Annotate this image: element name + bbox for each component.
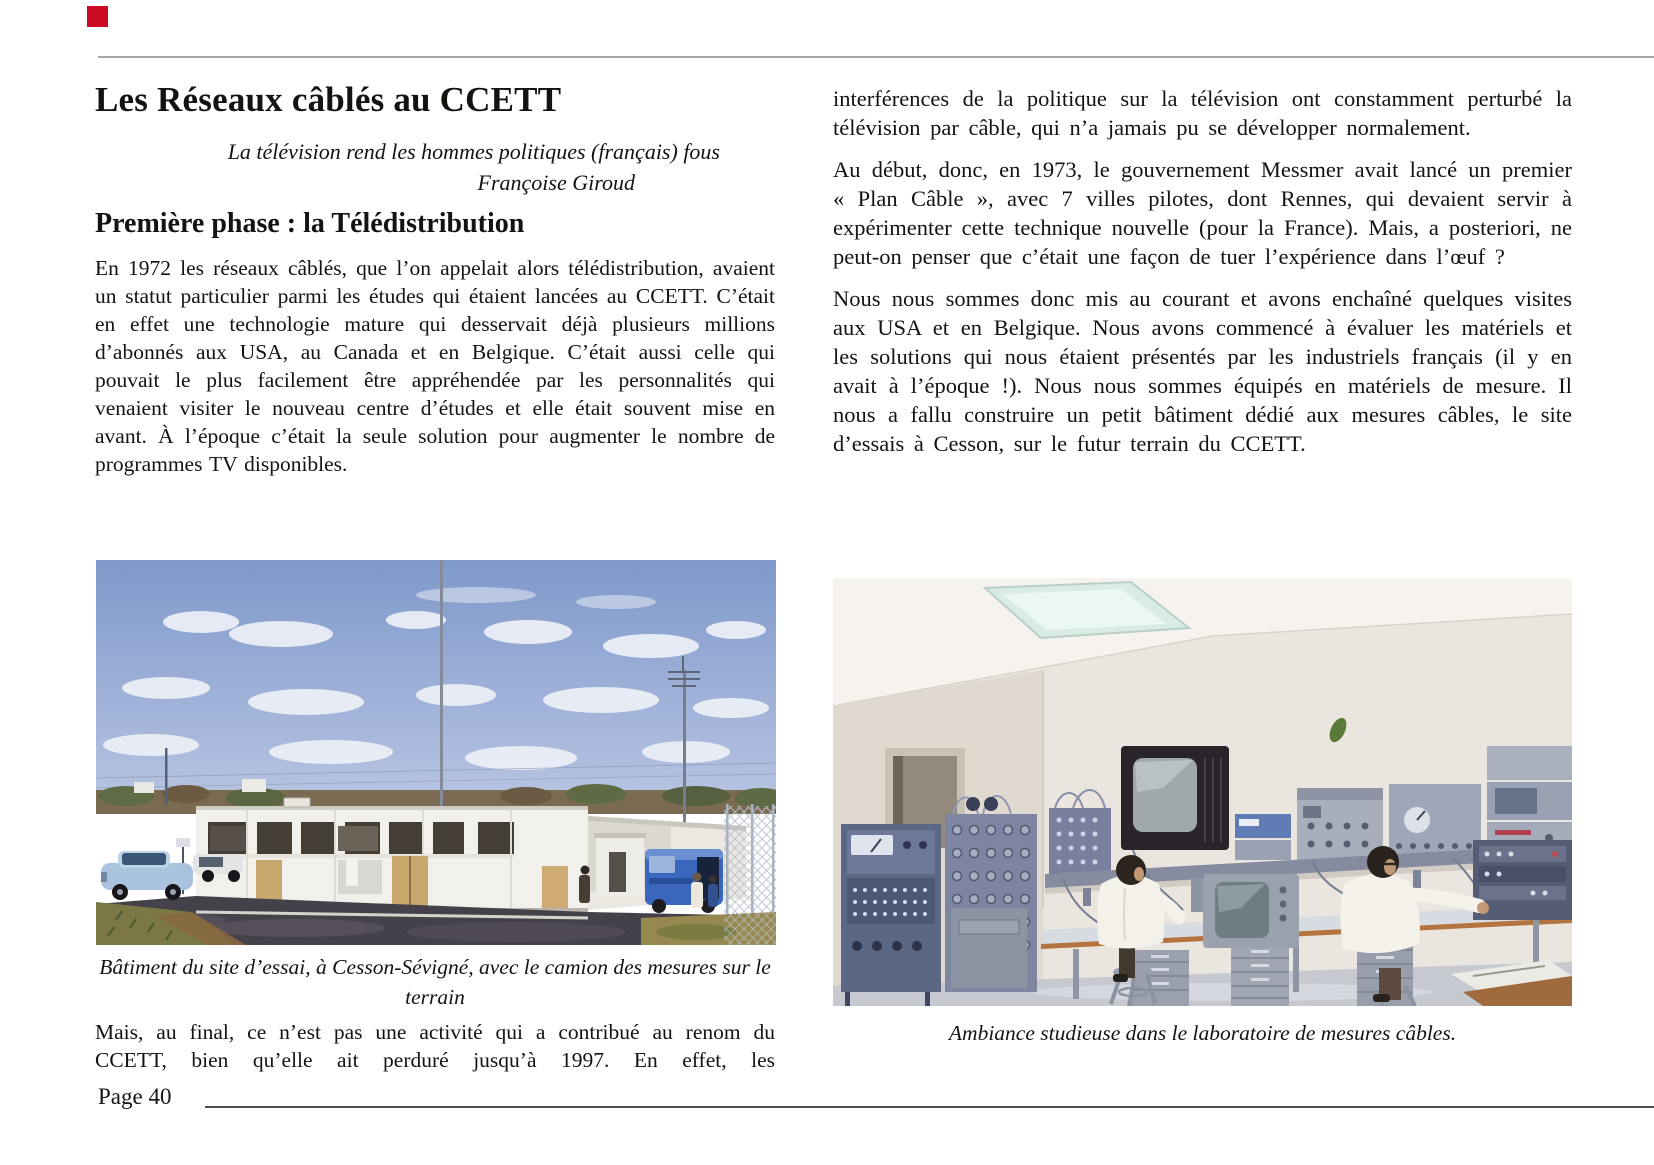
left-paragraph-2: Mais, au final, ce n’est pas une activité qui a contribué au renom du CCETT, bien qu’elle ait perduré jusqu’à 1997. En effet, les	[95, 1020, 775, 1072]
right-column	[833, 84, 1572, 471]
laboratory-photo	[833, 578, 1572, 1045]
footer-divider-line	[205, 1106, 1654, 1108]
left-column	[95, 254, 775, 491]
left-paragraph-1: En 1972 les réseaux câblés, que l’on appelait alors télédistribution, avaient un statut particulier parmi les études qui étaient lancées au CCETT. C’était en effet une technologie mature qui desservait déjà plusieurs millions d’abonnés aux USA, au Canada et en Belgique. C’était aussi celle qui pouvait le plus facilement être appréhendée par les personnalités qui venaient visiter le nouveau centre d’études et elle était souvent mise en avant. À l’époque c’était la seule solution pour augmenter le nombre de programmes TV disponibles.	[95, 256, 775, 476]
section-heading: Première phase : la Télédistribution	[95, 208, 525, 239]
left-column-bottom	[95, 1018, 775, 1074]
epigraph-quote: La télévision rend les hommes politiques (français) fous	[227, 139, 720, 164]
red-corner-marker	[87, 6, 108, 27]
page-title: Les Réseaux câblés au CCETT	[95, 80, 562, 119]
right-paragraph-3: Nous nous sommes donc mis au courant et avons enchaîné quelques visites aux USA et en Belgique. Nous avons commencé à évaluer les matériels et les solutions qui nous étaient présentés par les industriels français (il y en avait à l’époque !). Nous nous sommes équipés en matériels de mesure. Il nous a fallu construire un petit bâtiment dédié aux mesures câbles, le site d’essais à Cesson, sur le futur terrain du CCETT.	[833, 286, 1572, 456]
top-divider-line	[98, 56, 1654, 58]
laboratory-photo-caption: Ambiance studieuse dans le laboratoire de mesures câbles.	[948, 1021, 1457, 1045]
test-site-photo-caption: Bâtiment du site d’essai, à Cesson-Sévigné, avec le camion des mesures sur le terrain	[99, 955, 771, 1009]
right-paragraph-2: Au début, donc, en 1973, le gouvernement Messmer avait lancé un premier « Plan Câble », avec 7 villes pilotes, dont Rennes, qui devaient servir à expérimenter cette technique nouvelle (pour la France). Mais, a posteriori, ne peut-on penser que c’était une façon de tuer l’expérience dans l’œuf ?	[833, 157, 1572, 269]
test-site-photo	[96, 560, 776, 1009]
laboratory-photo-illustration	[833, 578, 1572, 1006]
page-number: Page 40	[98, 1084, 172, 1109]
right-paragraph-1: interférences de la politique sur la télévision ont constamment perturbé la télévision par câble, qui n’a jamais pu se développer normalement.	[833, 86, 1572, 140]
test-site-photo-illustration	[96, 560, 776, 945]
epigraph-attribution: Françoise Giroud	[477, 170, 635, 195]
